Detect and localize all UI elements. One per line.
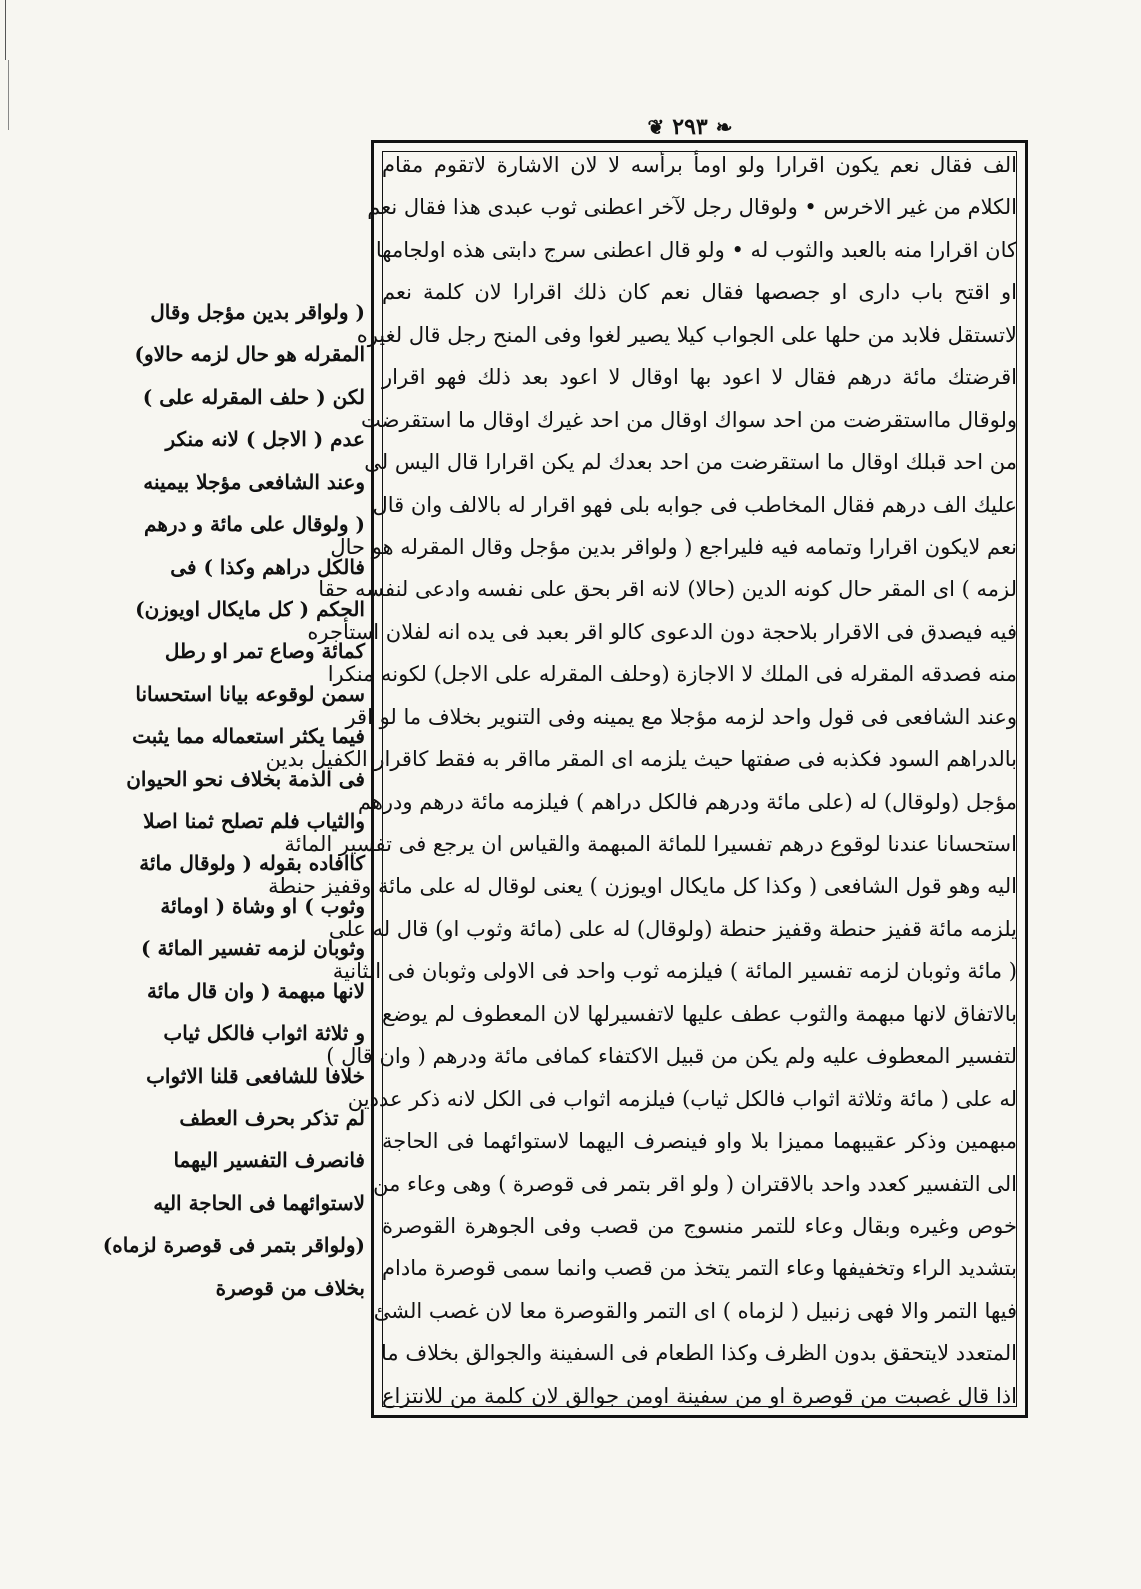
main-text-line: بتشديد الراء وتخفيفها وعاء التمر يتخذ من قصب وانما سمى قوصرة مادام xyxy=(382,1256,1017,1281)
main-text-line: اقرضتك مائة درهم فقال لا اعود بها اوقال لا اعود بعد ذلك فهو اقرار xyxy=(382,365,1017,390)
marginal-text-line: (ولواقر بتمر فى قوصرة لزماه) xyxy=(102,1233,365,1258)
main-text-line: الف فقال نعم يكون اقرارا ولو اومأ برأسه لا لان الاشارة لاتقوم مقام xyxy=(382,153,1017,177)
marginal-text-line: لاستوائهما فى الحاجة اليه xyxy=(153,1190,365,1215)
marginal-text-line: خلافا للشافعى قلنا الاثواب xyxy=(146,1063,365,1088)
main-text-line: مؤجل (ولوقال) له (على مائة ودرهم فالكل دراهم ) فيلزمه مائة درهم ودرهم xyxy=(357,789,1017,814)
marginal-text-line: فالكل دراهم وكذا ) فى xyxy=(170,554,365,579)
marginal-text-line: كاافاده بقوله ( ولوقال مائة xyxy=(139,851,365,876)
marginal-text-line: فيما يكثر استعماله مما يثبت xyxy=(132,724,365,749)
main-text-line: له على ( مائة وثلاثة اثواب فالكل ثياب) فيلزمه اثواب فى الكل لانه ذكر عددين xyxy=(347,1086,1017,1111)
marginal-text-line: الحكم ( كل مايكال اويوزن) xyxy=(135,596,365,621)
ornament-left-icon: ❦ xyxy=(647,115,665,139)
main-text-line: من احد قبلك اوقال ما استقرضت من احد بعدك لم يكن اقرارا قال اليس لى xyxy=(364,450,1017,475)
main-text-line: يلزمه مائة قفيز حنطة وقفيز حنطة (ولوقال) له على (مائة وثوب او) قال له على xyxy=(328,916,1017,941)
marginal-text-line: كمائة وصاع تمر او رطل xyxy=(164,639,365,664)
marginal-text-line: سمن لوقوعه بيانا استحسانا xyxy=(135,681,365,706)
marginal-text-line: لكن ( حلف المقرله على ) xyxy=(142,384,365,409)
main-text-line: فيه فيصدق فى الاقرار بلاحجة دون الدعوى كالو اقر بعبد فى يده انه لفلان استأجره xyxy=(307,619,1017,644)
main-text-line: بالدراهم السود فكذبه فى صفتها حيث يلزمه اى المقر مااقر به فقط كاقرار الكفيل بدين xyxy=(265,747,1017,772)
main-text-line: المتعدد لايتحقق بدون الظرف وكذا الطعام فى السفينة والجوالق بخلاف ما xyxy=(381,1341,1017,1366)
main-text-line: خوص وغيره وبقال وعاء للتمر منسوج من قصب وفى الجوهرة القوصرة xyxy=(382,1213,1017,1238)
main-text-line: اذا قال غصبت من قوصرة او من سفينة اومن جوالق لان كلمة من للانتزاع xyxy=(382,1383,1017,1408)
marginal-text-line: وعند الشافعى مؤجلا بيمينه xyxy=(143,469,365,494)
main-text-line: ولوقال مااستقرضت من احد سواك اوقال من احد غيرك اوقال ما استقرضت xyxy=(361,407,1017,432)
marginal-text-block xyxy=(102,300,365,1300)
marginal-text-line: فى الذمة بخلاف نحو الحيوان xyxy=(126,766,365,791)
main-text-line: عليك الف درهم فقال المخاطب فى جوابه بلى فهو اقرار له بالالف وان قال xyxy=(372,492,1017,517)
main-text-line: الى التفسير كعدد واحد بالاقتران ( ولو اقر بتمر فى قوصرة ) وهى وعاء من xyxy=(373,1171,1017,1196)
main-text-line: منه فصدقه المقرله فى الملك لا الاجازة (وحلف المقرله على الاجل) لكونه منكرا xyxy=(327,662,1017,687)
marginal-text-line: ( ولوقال على مائة و درهم xyxy=(144,512,365,537)
marginal-text-line: وثوبان لزمه تفسير المائة ) xyxy=(141,936,365,961)
marginal-text-line: والثياب فلم تصلح ثمنا اصلا xyxy=(143,809,365,834)
main-text-line: لاتستقل فلابد من حلها على الجواب كيلا يصير لغوا وفى المنح رجل قال لغيره xyxy=(356,322,1017,347)
marginal-text-line: عدم ( الاجل ) لانه منكر xyxy=(165,427,365,452)
marginal-text-line: وثوب ) او وشاة ( اومائة xyxy=(160,893,365,918)
main-text-line: لزمه ) اى المقر حال كونه الدين (حالا) لانه اقر بحق على نفسه وادعى لنفسه حقا xyxy=(318,577,1017,602)
marginal-text-line: فانصرف التفسير اليهما xyxy=(173,1148,365,1173)
main-text-line: نعم لايكون اقرارا وتمامه فيه فليراجع ( ولواقر بدين مؤجل وقال المقرله هو حال xyxy=(330,534,1017,559)
ornament-right-icon: ❧ xyxy=(715,115,733,139)
marginal-text-line: المقرله هو حال لزمه حالاو) xyxy=(134,342,365,367)
main-text-line: الكلام من غير الاخرس • ولوقال رجل لآخر اعطنى ثوب عبدى هذا فقال نعم xyxy=(367,195,1017,220)
main-text-line: او اقتح باب دارى او جصصها فقال نعم كان ذلك اقرارا لان كلمة نعم xyxy=(382,280,1017,305)
marginal-text-line: ( ولواقر بدين مؤجل وقال xyxy=(150,300,365,324)
main-text-line: فيها التمر والا فهى زنبيل ( لزماه ) اى التمر والقوصرة معا لان غصب الشئ xyxy=(373,1298,1017,1323)
main-text-line: استحسانا عندنا لوقوع درهم تفسيرا للمائة المبهمة والقياس ان يرجع فى تفسير المائة xyxy=(284,832,1017,856)
main-text-line: لتفسير المعطوف عليه ولم يكن من قبيل الاكتفاء كمافى مائة ودرهم ( وان قال ) xyxy=(326,1044,1017,1069)
scan-edge-line xyxy=(5,0,6,60)
marginal-text-line: بخلاف من قوصرة xyxy=(215,1275,365,1300)
main-text-line: وعند الشافعى فى قول واحد لزمه مؤجلا مع يمينه وفى التنوير بخلاف ما لو اقر xyxy=(345,704,1017,729)
main-text-line: بالاتفاق لانها مبهمة والثوب عطف عليها لاتفسيرلها لان المعطوف لم يوضع xyxy=(382,1001,1017,1026)
marginal-text-line: لم تذكر بحرف العطف xyxy=(179,1106,365,1131)
main-text-line: اليه وهو قول الشافعى ( وكذا كل مايكال اويوزن ) يعنى لوقال له على مائة وقفيز حنطة xyxy=(268,874,1017,899)
main-text-line: ( مائة وثوبان لزمه تفسير المائة ) فيلزمه ثوب واحد فى الاولى وثوبان فى الثانية xyxy=(332,959,1017,984)
page-number: ٢٩٣ xyxy=(672,114,708,140)
main-text-line: مبهمين وذكر عقيبهما مميزا بلا واو فينصرف اليهما لاستوائهما فى الحاجة xyxy=(382,1129,1017,1154)
marginal-text-line: لانها مبهمة ( وان قال مائة xyxy=(147,978,365,1003)
marginal-text-line: و ثلاثة اثواب فالكل ثياب xyxy=(163,1021,365,1046)
page-header xyxy=(600,112,780,142)
scan-edge-line xyxy=(8,60,9,130)
main-text-line: كان اقرارا منه بالعبد والثوب له • ولو قال اعطنى سرج دابتى هذه اولجامها xyxy=(375,237,1017,262)
